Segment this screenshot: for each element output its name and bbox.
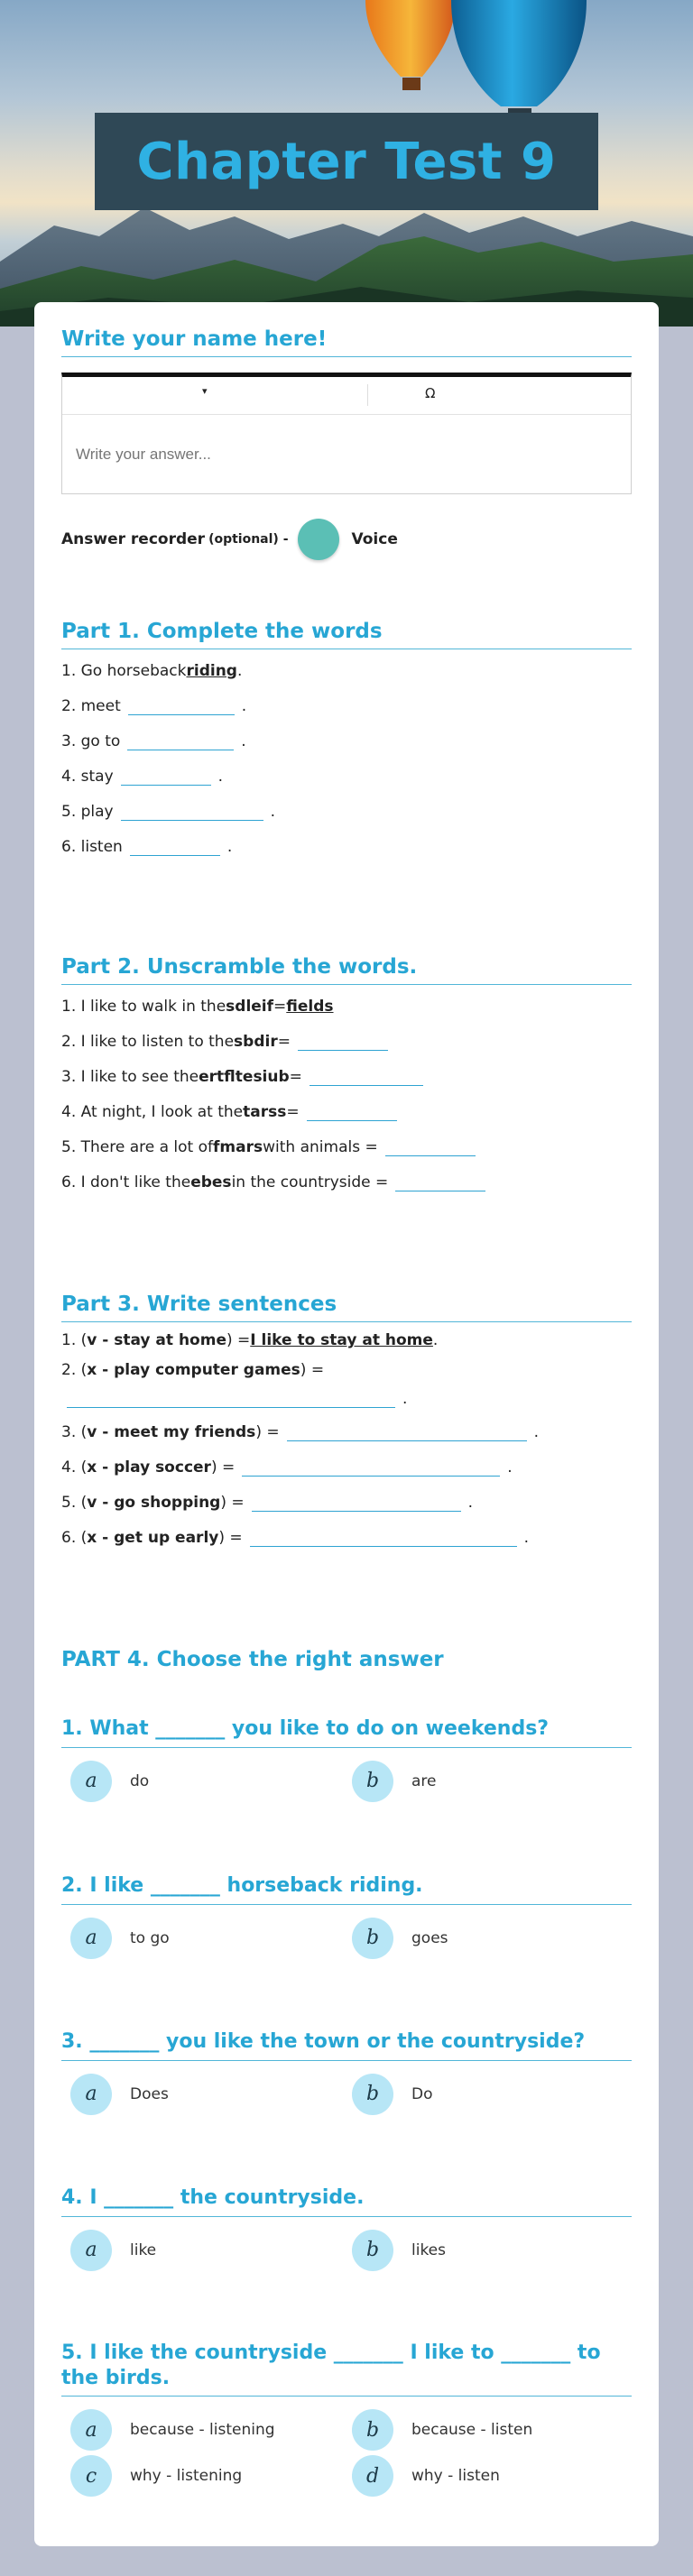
part1-section	[61, 620, 632, 864]
part4-section	[61, 1648, 632, 1677]
part2-title: Part 2. Unscramble the words.	[61, 955, 632, 985]
part2-item-5: 5. There are a lot of fmars with animals =	[61, 1129, 632, 1164]
scrambled-word: ertfltesiub	[199, 1067, 290, 1086]
recorder-label: Answer recorder	[61, 530, 206, 548]
part3-item-6: 6. ( x - get up early ) = .	[61, 1528, 530, 1547]
sentence-cue: x - get up early	[87, 1528, 219, 1547]
answer-recorder	[61, 519, 398, 560]
mc-question-3-title: 3. _______ you like the town or the countryside?	[61, 2029, 632, 2061]
part3-item-3: 3. ( v - meet my friends ) = .	[61, 1422, 539, 1441]
option-letter-badge: b	[352, 2409, 393, 2451]
mc-question-1	[61, 1716, 632, 1809]
part1-item-3: 3. go to .	[61, 731, 246, 750]
part3-item-2-answer-row: .	[61, 1384, 632, 1414]
mc-question-5	[61, 2341, 632, 2503]
scrambled-word: tarss	[243, 1102, 287, 1121]
option-letter-badge: b	[352, 2230, 393, 2271]
scrambled-word: ebes	[190, 1173, 232, 1191]
part1-item-6: 6. listen .	[61, 837, 233, 856]
special-characters-icon[interactable]: Ω	[425, 385, 436, 401]
mc-question-4-title: 4. I _______ the countryside.	[61, 2185, 632, 2217]
option-letter-badge: a	[70, 2409, 112, 2451]
mc-q2-option-a[interactable]: a to go	[70, 1918, 170, 1959]
record-voice-button[interactable]	[298, 519, 339, 560]
part2-item-2: 2. I like to listen to the sbdir =	[61, 1024, 632, 1059]
mc-q4-option-b[interactable]: b likes	[352, 2230, 446, 2271]
part1-item-2: 2. meet .	[61, 696, 247, 715]
option-letter-badge: b	[352, 1918, 393, 1959]
mc-question-4	[61, 2185, 632, 2278]
sentence-cue: x - play computer games	[87, 1361, 300, 1379]
mc-question-5-title: 5. I like the countryside _______ I like to _______ to the birds.	[61, 2341, 632, 2397]
part1-item-6-blank[interactable]	[130, 838, 220, 856]
mc-question-2	[61, 1873, 632, 1966]
part2-item-6-blank[interactable]	[395, 1173, 485, 1191]
part1-item-4: 4. stay .	[61, 767, 224, 786]
part2-item-1-answer: fields	[286, 997, 334, 1016]
mc-question-1-title: 1. What _______ you like to do on weekends?	[61, 1716, 632, 1748]
name-answer-input[interactable]	[62, 415, 631, 493]
option-letter-badge: a	[70, 2074, 112, 2115]
part1-item-5-blank[interactable]	[121, 803, 263, 821]
mc-q4-option-a[interactable]: a like	[70, 2230, 156, 2271]
part1-item-1-answer: riding	[186, 661, 237, 680]
part2-item-1: 1. I like to walk in the sdleif = fields	[61, 997, 334, 1016]
part2-item-3: 3. I like to see the ertfltesiub =	[61, 1059, 632, 1094]
mc-q3-option-a[interactable]: a Does	[70, 2074, 169, 2115]
mc-q5-option-c[interactable]: c why - listening	[70, 2455, 242, 2497]
part2-item-4-blank[interactable]	[307, 1103, 397, 1121]
option-letter-badge: a	[70, 2230, 112, 2271]
option-letter-badge: a	[70, 1918, 112, 1959]
scrambled-word: fmars	[213, 1137, 263, 1156]
mc-q3-option-b[interactable]: b Do	[352, 2074, 433, 2115]
name-section-title: Write your name here!	[61, 327, 632, 357]
part3-item-5-blank[interactable]	[252, 1494, 461, 1512]
part1-item-3-blank[interactable]	[127, 732, 234, 750]
part2-section	[61, 955, 632, 1200]
part3-item-4: 4. ( x - play soccer ) = .	[61, 1458, 513, 1477]
option-letter-badge: b	[352, 1761, 393, 1802]
part3-section	[61, 1293, 632, 1555]
part1-title: Part 1. Complete the words	[61, 620, 632, 649]
part3-item-5: 5. ( v - go shopping ) = .	[61, 1493, 474, 1512]
part1-item-1: 1. Go horseback riding .	[61, 661, 243, 680]
part3-title: Part 3. Write sentences	[61, 1293, 632, 1322]
part1-item-5: 5. play .	[61, 802, 276, 821]
page-title: Chapter Test 9	[136, 132, 557, 191]
mc-q1-option-b[interactable]: b are	[352, 1761, 437, 1802]
mc-q1-option-a[interactable]: a do	[70, 1761, 149, 1802]
mc-q5-option-a[interactable]: a because - listening	[70, 2409, 275, 2451]
sentence-cue: v - meet my friends	[87, 1422, 256, 1441]
part1-item-2-blank[interactable]	[128, 697, 235, 715]
editor-toolbar	[62, 377, 631, 415]
sentence-cue: v - stay at home	[87, 1331, 226, 1349]
part3-item-2: 2. ( x - play computer games ) =	[61, 1361, 325, 1379]
sentence-cue: v - go shopping	[87, 1493, 221, 1512]
option-letter-badge: a	[70, 1761, 112, 1802]
part2-item-5-blank[interactable]	[385, 1138, 476, 1156]
option-letter-badge: c	[70, 2455, 112, 2497]
part4-title: PART 4. Choose the right answer	[61, 1648, 444, 1671]
mc-question-2-title: 2. I like _______ horseback riding.	[61, 1873, 632, 1905]
part3-item-3-blank[interactable]	[287, 1423, 527, 1441]
toolbar-divider	[367, 384, 368, 406]
sentence-cue: x - play soccer	[87, 1458, 211, 1477]
mc-q2-option-b[interactable]: b goes	[352, 1918, 448, 1959]
recorder-optional-label: (optional) -	[208, 532, 289, 547]
font-dropdown-chevron-icon[interactable]: ▾	[202, 385, 208, 397]
mc-question-3	[61, 2029, 632, 2122]
part3-item-4-blank[interactable]	[242, 1458, 500, 1477]
part3-item-2-blank[interactable]	[67, 1390, 395, 1408]
recorder-voice-label: Voice	[351, 530, 398, 548]
part1-item-4-blank[interactable]	[121, 768, 211, 786]
name-section-header	[61, 327, 632, 357]
part3-item-6-blank[interactable]	[250, 1529, 517, 1547]
mc-q5-option-d[interactable]: d why - listen	[352, 2455, 500, 2497]
part2-item-6: 6. I don't like the ebes in the countryside =	[61, 1164, 632, 1200]
name-answer-editor	[61, 373, 632, 494]
part2-item-2-blank[interactable]	[298, 1033, 388, 1051]
option-letter-badge: d	[352, 2455, 393, 2497]
part3-item-1: 1. ( v - stay at home ) = I like to stay at home .	[61, 1331, 439, 1349]
hero-banner	[0, 0, 693, 327]
part2-item-4: 4. At night, I look at the tarss =	[61, 1094, 632, 1129]
mc-q5-option-b[interactable]: b because - listen	[352, 2409, 532, 2451]
part2-item-3-blank[interactable]	[310, 1068, 423, 1086]
scrambled-word: sbdir	[234, 1032, 278, 1051]
option-letter-badge: b	[352, 2074, 393, 2115]
worksheet-card	[34, 302, 659, 2546]
scrambled-word: sdleif	[226, 997, 274, 1016]
title-banner	[95, 113, 598, 210]
part3-item-1-answer: I like to stay at home	[250, 1331, 433, 1349]
